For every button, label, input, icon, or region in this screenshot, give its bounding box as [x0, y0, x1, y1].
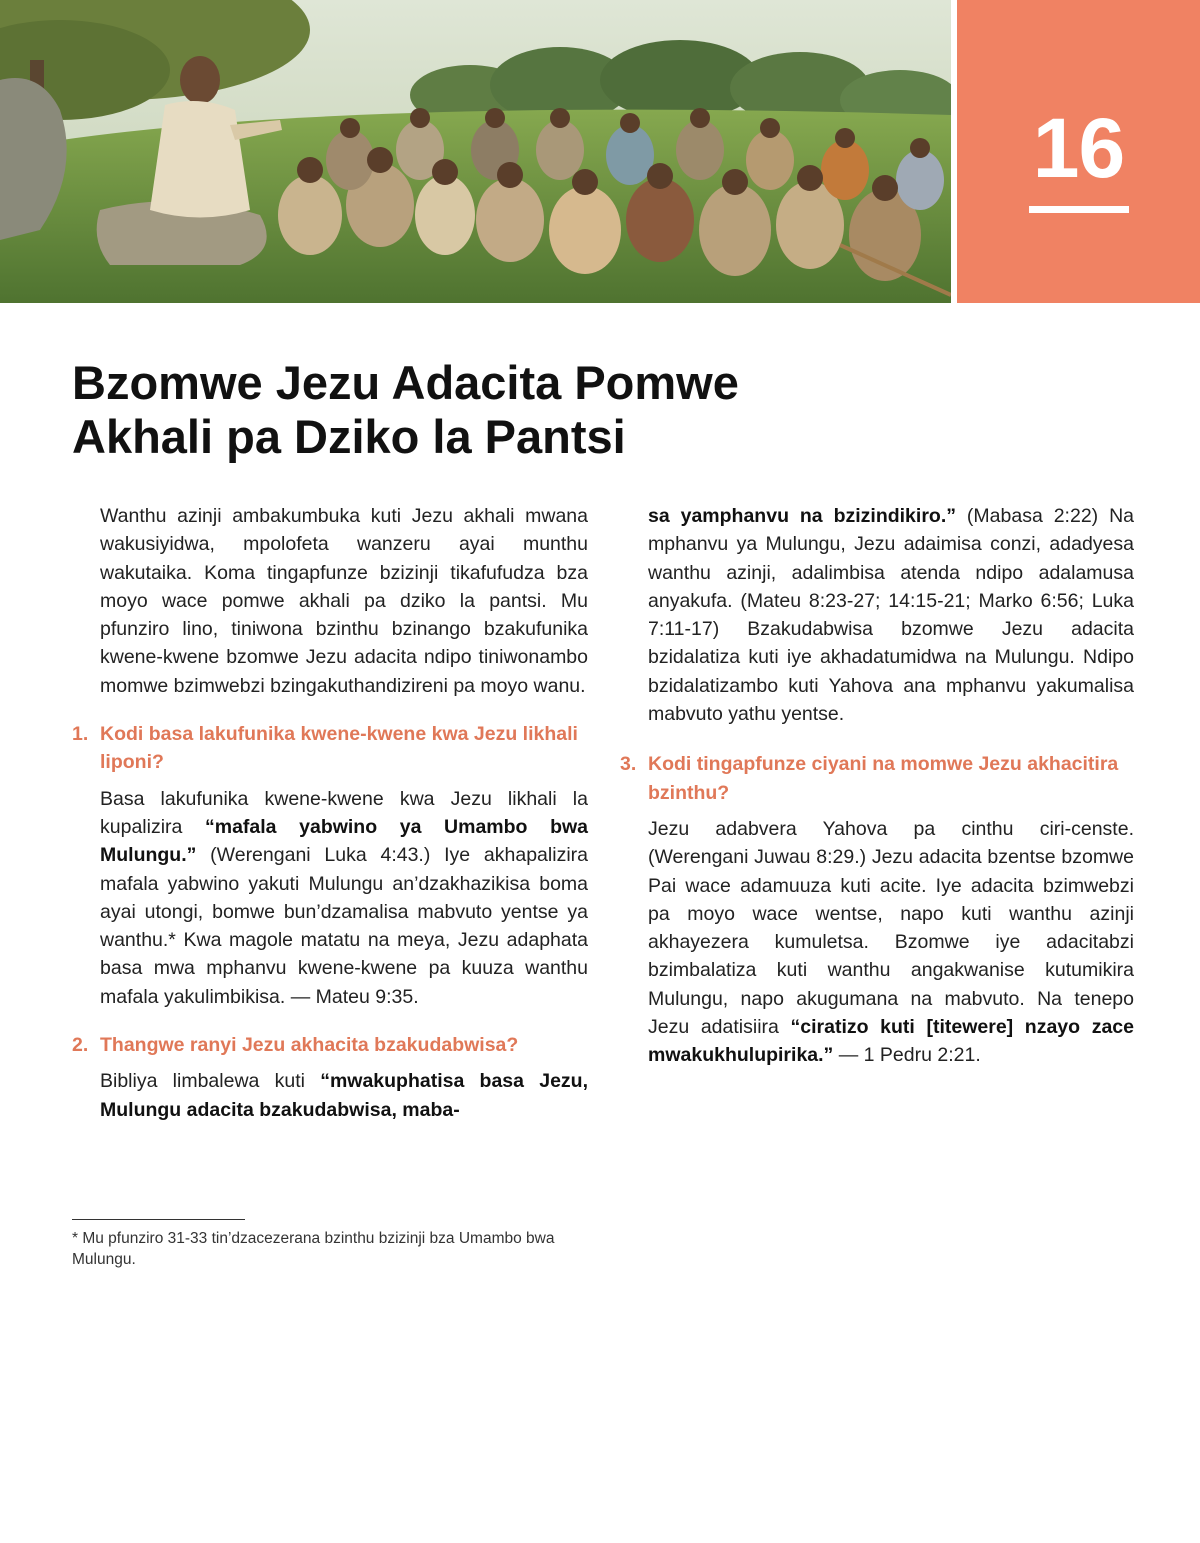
badge-underline	[1029, 206, 1129, 213]
lesson-number: 16	[1032, 101, 1125, 195]
intro-paragraph: Wanthu azinji ambakumbuka kuti Jezu akhali mwana wakusiyidwa, mpolofeta wanzeru ayai munthu wakutaika. Koma tingapfunze bzizinji tikafufudza bza moyo wace pomwe akhali pa dziko la pantsi. Mu pfunziro lino, tiniwona bzinthu bzinango bzakufunika kwene-kwene bzomwe Jezu adacita ndipo tiniwonambo momwe bzimwebzi bzingakuthandizireni pa moyo wanu.	[100, 505, 588, 697]
question-2-text: Thangwe ranyi Jezu akhacita bzakudabwisa?	[100, 1034, 519, 1057]
question-2-number: 2.	[72, 1034, 89, 1057]
answer-1-quote: “mafala yabwino ya Umambo bwa Mulungu.”	[100, 815, 588, 867]
answer-2-paragraph-continued	[620, 502, 1134, 728]
answer-3-paragraph	[620, 815, 1134, 1070]
question-1-text: Kodi basa lakufunika kwene-kwene kwa Jezu likhali liponi?	[100, 723, 578, 774]
title-line-1: Bzomwe Jezu Adacita Pomwe	[72, 356, 739, 409]
footnote: * Mu pfunziro 31-33 tin’dzacezerana bzinthu bzizinji bza Umambo bwa Mulungu.	[72, 1230, 555, 1268]
answer-3-text-c: — 1 Pedru 2:21.	[833, 1044, 981, 1067]
answer-2-text-c: (Mabasa 2:22) Na mphanvu ya Mulungu, Jezu adaimisa conzi, adadyesa wanthu azinji, adalimbisa atenda ndipo adalamusa anyakufa. (Mateu 8:23-27; 14:15-21; Marko 6:56; Luka 7:11-17) Bzakudabwisa bzomwe Jezu adacita bzidalatiza kuti iye akhadatumidwa na Mulungu. Ndipo bzidalatizambo kuti Yahova ana mphanvu yakumalisa mabvuto yathu yentse.	[648, 505, 1135, 726]
question-2	[72, 1031, 588, 1059]
page-title	[72, 356, 972, 464]
answer-3-quote: “ciratizo kuti [titewere] nzayo zace mwakukhulupirika.”	[648, 1016, 1134, 1067]
question-1	[72, 720, 588, 777]
right-column	[620, 502, 1134, 1070]
answer-1-paragraph	[72, 785, 588, 1011]
answer-1-text-c: (Werengani Luka 4:43.) Iye akhapalizira mafala yabwino yakuti Mulungu an’dzakhazikisa boma ayai utongi, bomwe bun’dzamalisa mabvuto yentse ya wanthu.* Kwa magole matatu na meya, Jezu adaphata basa mwa mphanvu kwene-kwene pa kuuza wanthu mafala yakulimbikisa. — Mateu 9:35.	[100, 844, 588, 1008]
answer-2-quote-start: “mwakuphatisa basa Jezu, Mulungu adacita bzakudabwisa, maba-	[100, 1070, 588, 1121]
left-column	[72, 502, 588, 1124]
question-3-text: Kodi tingapfunze ciyani na momwe Jezu akhacitira bzinthu?	[648, 753, 1119, 804]
answer-2-paragraph-start	[72, 1067, 588, 1124]
answer-1-text-a: Basa lakufunika kwene-kwene kwa Jezu likhali la kupalizira	[100, 787, 588, 838]
question-1-number: 1.	[72, 723, 89, 746]
hillside-teaching-scene-image	[0, 0, 951, 303]
question-3-number: 3.	[620, 753, 637, 776]
answer-3-text-a: Jezu adabvera Yahova pa cinthu ciri-censte. (Werengani Juwau 8:29.) Jezu adacita bzentse bzomwe Pai wace adamuuza kuti acite. Iye adacita bzimwebzi pa moyo wace wentse, napo kuti wanthu azinji akhayezera kumuletsa. Bzomwe iye adacitabzi bzimbalatiza kuti wanthu angakwanise kutumikira Mulungu, napo akugumana na mabvuto. Na tenepo Jezu adatisiira	[648, 817, 1134, 1039]
question-3	[620, 750, 1134, 807]
answer-2-quote-end: sa yamphanvu na bzizindikiro.”	[648, 505, 956, 527]
lesson-number-badge	[957, 0, 1200, 303]
footnote-divider	[72, 1219, 245, 1220]
answer-2-text-a: Bibliya limbalewa kuti	[100, 1070, 321, 1093]
title-line-2: Akhali pa Dziko la Pantsi	[72, 410, 626, 463]
